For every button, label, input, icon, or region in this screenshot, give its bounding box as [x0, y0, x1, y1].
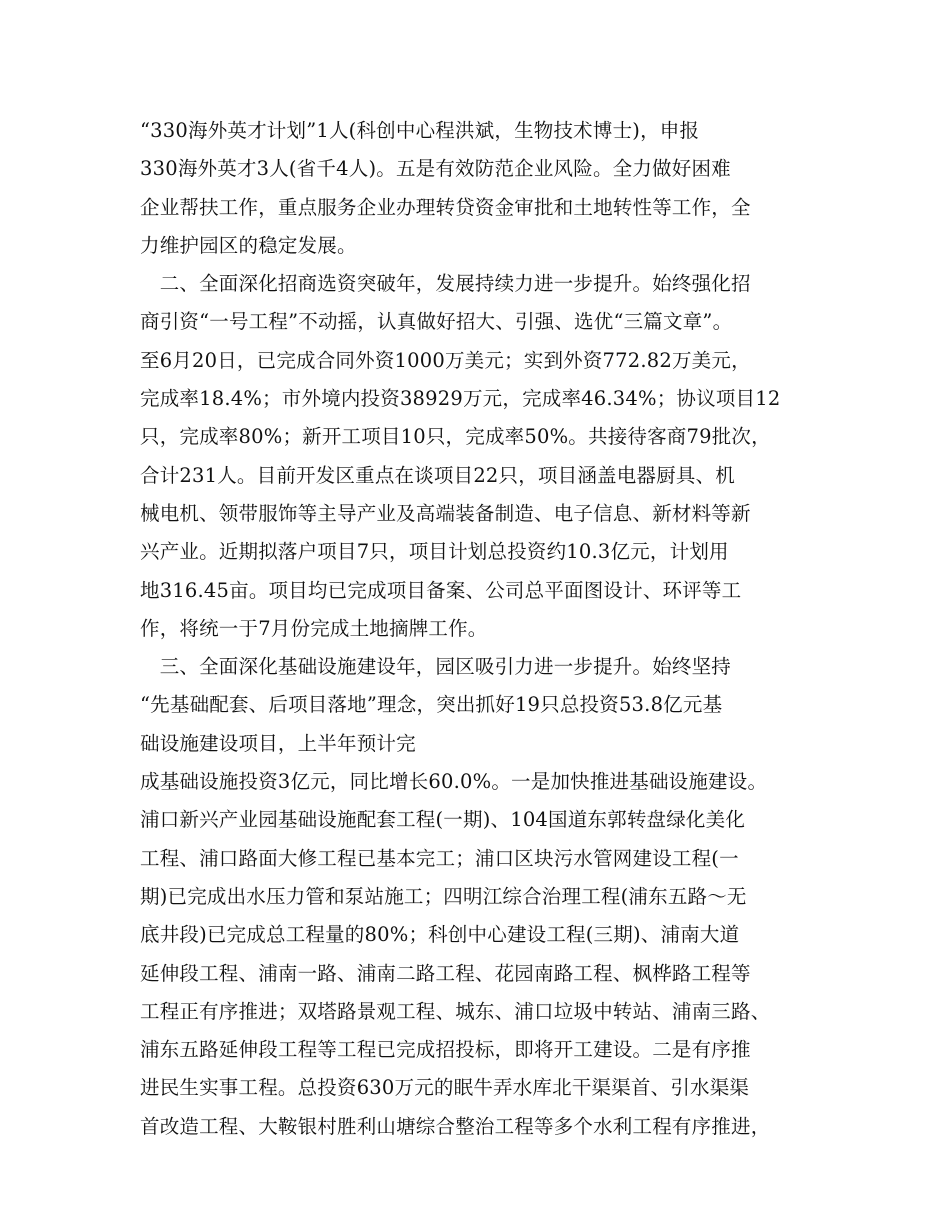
- text-line: 期)已完成出水压力管和泵站施工；四明江综合治理工程(浦东五路～无: [140, 884, 747, 908]
- text-line: 延伸段工程、浦南一路、浦南二路工程、花园南路工程、枫桦路工程等: [140, 961, 751, 985]
- text-line: 企业帮扶工作，重点服务企业办理转贷资金审批和土地转性等工作，全: [140, 195, 751, 219]
- text-line: 械电机、领带服饰等主导产业及高端装备制造、电子信息、新材料等新: [140, 501, 751, 525]
- text-line: 础设施建设项目，上半年预计完: [140, 731, 416, 755]
- document-body: [140, 112, 830, 1146]
- text-line: 工程、浦口路面大修工程已基本完工；浦口区块污水管网建设工程(一: [140, 846, 739, 870]
- text-line: 成基础设施投资3亿元，同比增长60.0%。一是加快推进基础设施建设。: [140, 770, 768, 794]
- text-line: 商引资“一号工程”不动摇，认真做好招大、引强、选优“三篇文章”。: [140, 310, 733, 334]
- text-line: “先基础配套、后项目落地”理念，突出抓好19只总投资53.8亿元基: [140, 693, 723, 717]
- text-line: 力维护园区的稳定发展。: [140, 233, 357, 257]
- section-heading-line: 二、全面深化招商选资突破年，发展持续力进一步提升。始终强化招: [140, 272, 751, 296]
- text-line: 进民生实事工程。总投资630万元的眠牛弄水库北干渠渠首、引水渠渠: [140, 1076, 750, 1100]
- text-line: 330海外英才3人(省千4人)。五是有效防范企业风险。全力做好困难: [140, 157, 731, 181]
- section-heading-line: 三、全面深化基础设施建设年，园区吸引力进一步提升。始终坚持: [140, 655, 732, 679]
- text-line: 首改造工程、大鞍银村胜利山塘综合整治工程等多个水利工程有序推进，: [140, 1114, 771, 1138]
- text-line: 完成率18.4%；市外境内投资38929万元，完成率46.34%；协议项目12: [140, 387, 781, 411]
- text-line: 工程正有序推进；双塔路景观工程、城东、浦口垃圾中转站、浦南三路、: [140, 999, 771, 1023]
- text-line: 兴产业。近期拟落户项目7只，项目计划总投资约10.3亿元，计划用: [140, 540, 729, 564]
- text-line: 浦东五路延伸段工程等工程已完成招投标，即将开工建设。二是有序推: [140, 1038, 751, 1062]
- text-line: 地316.45亩。项目均已完成项目备案、公司总平面图设计、环评等工: [140, 578, 742, 602]
- text-line: 作，将统一于7月份完成土地摘牌工作。: [140, 616, 488, 640]
- text-line: 只，完成率80%；新开工项目10只，完成率50%。共接待客商79批次，: [140, 425, 771, 449]
- text-line: 至6月20日，已完成合同外资1000万美元；实到外资772.82万美元，: [140, 348, 751, 372]
- text-line: 浦口新兴产业园基础设施配套工程(一期)、104国道东郭转盘绿化美化: [140, 808, 746, 832]
- text-line: 底井段)已完成总工程量的80%；科创中心建设工程(三期)、浦南大道: [140, 923, 740, 947]
- text-line: 合计231人。目前开发区重点在谈项目22只，项目涵盖电器厨具、机: [140, 463, 735, 487]
- text-line: “330海外英才计划”1人(科创中心程洪斌，生物技术博士)，申报: [140, 119, 700, 142]
